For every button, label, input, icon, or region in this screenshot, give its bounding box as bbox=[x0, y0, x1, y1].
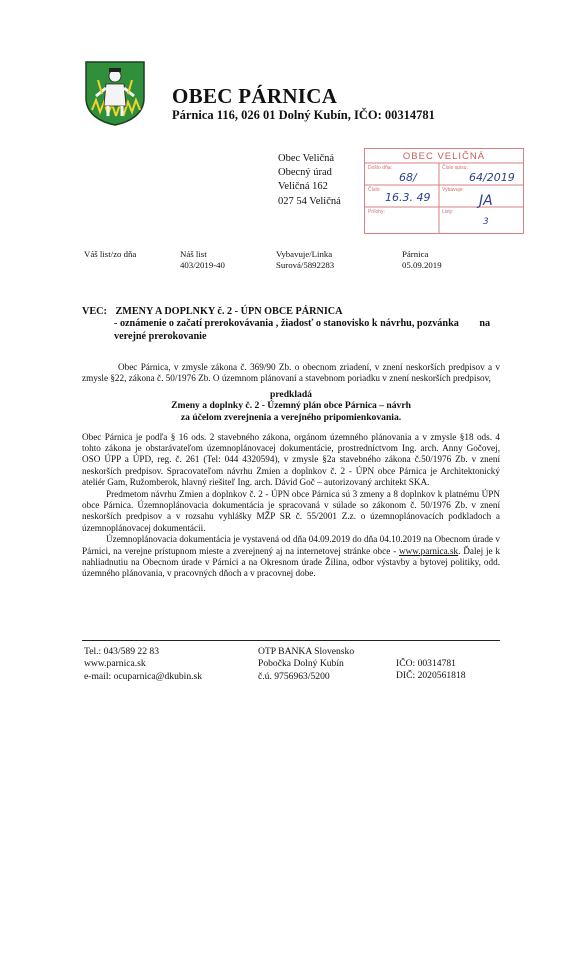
ref-your-letter: Váš list/zo dňa bbox=[84, 249, 137, 259]
stamp-cell-label: Prílohy: bbox=[368, 209, 385, 215]
ref-handled-by: Vybavuje/Linka Surová/5892283 bbox=[276, 249, 335, 270]
footer-web: www.parnica.sk bbox=[84, 658, 146, 670]
handwritten-entry: 64/2019 bbox=[469, 171, 515, 184]
paragraph-procurer: Obec Párnica je podľa § 16 ods. 2 stavebného zákona, orgánom územného plánovania a v zmysle §18 ods. 4 tohto zákona je obstarávateľom územnoplánovacej dokumentácie, prostredníctvom Ing. arch. Anny Gočovej, OSO ÚPP a ÚPD, reg. č. 261 (Tel: 044 4320594), v zmysle §2a stavebného zákona č.50/1976 Zb. v znení neskorších predpisov. Spracovateľom návrhu Zmien a doplnkov č. 2 - ÚPN obce Párnica je Architektonický ateliér Gam, Ružomberok, hlavný riešiteľ Ing. arch. Dávid Goč – autorizovaný architekt SKA. bbox=[82, 431, 500, 488]
letterhead-title: OBEC PÁRNICA bbox=[172, 84, 338, 108]
handwritten-entry: 68/ bbox=[399, 171, 417, 184]
stamp-cell-label: Došlo dňa: bbox=[368, 165, 392, 171]
recipient-line: Obecný úrad bbox=[278, 167, 332, 179]
footer-account: č.ú. 9756963/5200 bbox=[258, 670, 330, 682]
letter-body bbox=[82, 362, 500, 580]
footer-dic: DIČ: 2020561818 bbox=[396, 670, 466, 682]
paragraph-exhibition: Územnoplánovacia dokumentácia je vystavená od dňa 04.09.2019 do dňa 04.10.2019 na Obecnom úrade v Párnici, na verejne prístupnom mieste a zverejnený aj na internetovej stránke obce - www.parnica.sk. Ďalej je k nahliadnutiu na Obecnom úrade v Párnici a na Okresnom úrade Žilina, odbor výstavby a bytovej politiky, odd. územného plánovania, v pracovných dňoch a v pracovnej dobe. bbox=[82, 534, 500, 579]
stamp-cell-label: Vybavuje: bbox=[442, 187, 464, 193]
paragraph-subject-matter: Predmetom návrhu Zmien a doplnkov č. 2 - ÚPN obce Párnica sú 3 zmeny a 8 doplnkov k platnému ÚPN obce Párnica. Územnoplánovacia dokumentácia je spracovaná v súlade so zákonom č. 50/1976 Zb. v znení neskorších predpisov a v rozsahu vyhlášky MŽP SR č. 55/2001 Z.z. o územnoplánovacích podkladoch a územnoplánovacej dokumentácii. bbox=[82, 488, 500, 533]
footer-bank bbox=[258, 646, 354, 683]
website-link[interactable]: www.parnica.sk bbox=[399, 545, 459, 556]
ref-place-date: Párnica 05.09.2019 bbox=[402, 249, 442, 270]
center-heading: Zmeny a doplnky č. 2 - Územný plán obce Párnica – návrh bbox=[171, 400, 411, 412]
handwritten-entry: 3 bbox=[483, 217, 489, 227]
stamp-cell-label: Listy: bbox=[442, 209, 454, 215]
subject-title: ZMENY A DOPLNKY č. 2 - ÚPN OBCE PÁRNICA bbox=[115, 306, 343, 317]
handwritten-entry: 16.3. 49 bbox=[385, 191, 431, 204]
municipality-crest bbox=[84, 60, 146, 126]
handwritten-entry: JA bbox=[479, 193, 493, 209]
recipient-line: 027 54 Veličná bbox=[278, 195, 341, 207]
recipient-line: Obec Veličná bbox=[278, 153, 335, 164]
stamp-cell-label: Číslo: bbox=[368, 187, 381, 193]
subject-detail: - oznámenie o začatí prerokovávania , žiadosť o stanovisko k návrhu, pozvánka na bbox=[114, 318, 491, 330]
center-heading: za účelom zverejnenia a verejného pripomienkovania. bbox=[180, 412, 402, 423]
footer-phone: Tel.: 043/589 22 83 bbox=[84, 646, 160, 657]
stamp-header: OBEC VELIČNÁ bbox=[402, 151, 486, 162]
footer-divider bbox=[82, 640, 500, 641]
recipient-line: Veličná 162 bbox=[278, 181, 328, 193]
subject-detail: verejné prerokovanie bbox=[114, 330, 207, 342]
center-heading: predkladá bbox=[270, 388, 312, 400]
paragraph-intro: Obec Párnica, v zmysle zákona č. 369/90 Zb. o obecnom zriadení, v znení neskorších predpisov a v zmysle §22, zákona č. 50/1976 Zb. O územnom plánovaní a stavebnom poriadku v znení neskorších predpisov, bbox=[82, 362, 500, 384]
registry-stamp bbox=[364, 148, 524, 234]
footer-email: e-mail: ocuparnica@dkubin.sk bbox=[84, 670, 203, 682]
footer-ico: IČO: 00314781 bbox=[396, 658, 456, 669]
subject-block bbox=[82, 306, 490, 343]
footer-contact bbox=[84, 646, 202, 683]
ref-our-letter: Náš list 403/2019-40 bbox=[180, 249, 225, 270]
footer-bank-name: OTP BANKA Slovensko bbox=[258, 646, 355, 657]
recipient-address bbox=[278, 152, 341, 209]
footer-bank-branch: Pobočka Dolný Kubín bbox=[258, 658, 344, 670]
stamp-cell-label: Číslo spisu: bbox=[442, 165, 468, 171]
footer-ids bbox=[396, 658, 466, 683]
subject-label: VEC: bbox=[82, 306, 107, 317]
letterhead-address: Párnica 116, 026 01 Dolný Kubín, IČO: 00314781 bbox=[172, 108, 435, 122]
